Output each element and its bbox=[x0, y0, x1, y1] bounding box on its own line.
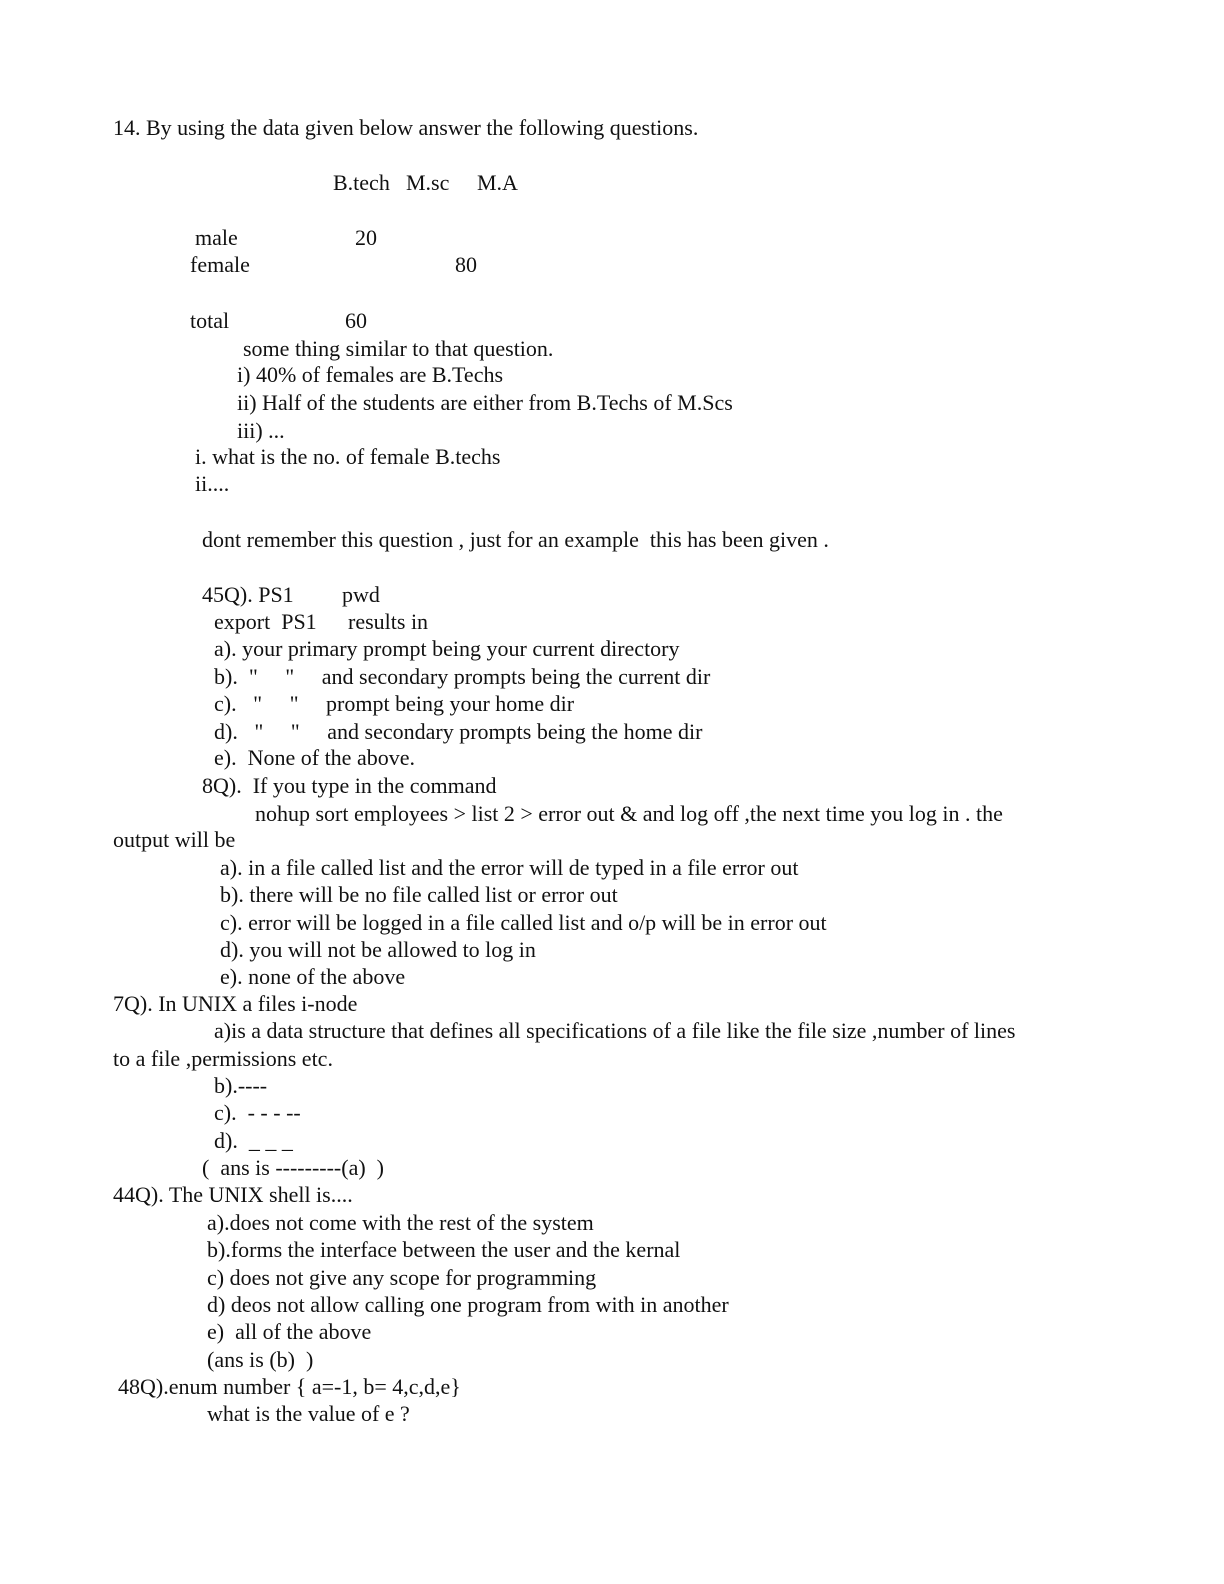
q48-line1: 48Q).enum number { a=-1, b= 4,c,d,e} bbox=[118, 1374, 461, 1399]
q14-note: some thing similar to that question. bbox=[243, 336, 554, 361]
q8-option-c: c). error will be logged in a file called list and o/p will be in error out bbox=[220, 910, 827, 935]
q7-option-d: d). _ _ _ bbox=[214, 1128, 293, 1153]
q44-answer: (ans is (b) ) bbox=[207, 1347, 314, 1372]
table-cell: 80 bbox=[455, 252, 477, 277]
q14-statement-3: iii) ... bbox=[237, 418, 285, 443]
q14-statement-1: i) 40% of females are B.Techs bbox=[237, 362, 504, 387]
q45-line1-a: 45Q). PS1 bbox=[202, 582, 294, 607]
q45-option-b: b). " " and secondary prompts being the current dir bbox=[214, 664, 711, 689]
q45-line2-a: export PS1 bbox=[214, 609, 317, 634]
q45-option-a: a). your primary prompt being your current directory bbox=[214, 636, 680, 661]
q8-line2: nohup sort employees > list 2 > error out & and log off ,the next time you log in . the bbox=[255, 801, 1003, 826]
q45-option-e: e). None of the above. bbox=[214, 745, 415, 770]
table-header-btech: B.tech bbox=[333, 170, 390, 195]
q7-option-c: c). - - - -- bbox=[214, 1100, 301, 1125]
table-cell: 60 bbox=[345, 308, 367, 333]
q44-option-a: a).does not come with the rest of the system bbox=[207, 1210, 594, 1235]
q14-heading: 14. By using the data given below answer the following questions. bbox=[113, 115, 699, 140]
q44-option-e: e) all of the above bbox=[207, 1319, 372, 1344]
q7-answer: ( ans is ---------(a) ) bbox=[202, 1155, 385, 1180]
q48-line2: what is the value of e ? bbox=[207, 1401, 410, 1426]
q45-line2-b: results in bbox=[348, 609, 429, 634]
q8-line3: output will be bbox=[113, 827, 236, 852]
q7-line1: 7Q). In UNIX a files i-node bbox=[113, 991, 358, 1016]
q14-remark: dont remember this question , just for an example this has been given . bbox=[202, 527, 829, 552]
q14-question-2: ii.... bbox=[195, 471, 230, 496]
q14-statement-2: ii) Half of the students are either from B.Techs of M.Scs bbox=[237, 390, 733, 415]
table-cell: 20 bbox=[355, 225, 377, 250]
q44-line1: 44Q). The UNIX shell is.... bbox=[113, 1182, 353, 1207]
table-header-ma: M.A bbox=[477, 170, 518, 195]
q8-line1: 8Q). If you type in the command bbox=[202, 773, 497, 798]
q8-option-a: a). in a file called list and the error will de typed in a file error out bbox=[220, 855, 799, 880]
q44-option-d: d) deos not allow calling one program from with in another bbox=[207, 1292, 729, 1317]
q44-option-b: b).forms the interface between the user and the kernal bbox=[207, 1237, 681, 1262]
q8-option-d: d). you will not be allowed to log in bbox=[220, 937, 536, 962]
table-row-label: male bbox=[195, 225, 238, 250]
q7-option-a-line1: a)is a data structure that defines all specifications of a file like the file size ,number of lines bbox=[214, 1018, 1016, 1043]
table-header-msc: M.sc bbox=[406, 170, 450, 195]
q7-option-b: b).---- bbox=[214, 1073, 268, 1098]
q45-line1-b: pwd bbox=[342, 582, 380, 607]
q7-option-a-line2: to a file ,permissions etc. bbox=[113, 1046, 333, 1071]
table-row-label: female bbox=[190, 252, 250, 277]
q45-option-c: c). " " prompt being your home dir bbox=[214, 691, 575, 716]
q14-question-1: i. what is the no. of female B.techs bbox=[195, 444, 501, 469]
q8-option-e: e). none of the above bbox=[220, 964, 406, 989]
q44-option-c: c) does not give any scope for programming bbox=[207, 1265, 597, 1290]
q8-option-b: b). there will be no file called list or error out bbox=[220, 882, 618, 907]
table-row-label: total bbox=[190, 308, 230, 333]
q45-option-d: d). " " and secondary prompts being the home dir bbox=[214, 719, 703, 744]
